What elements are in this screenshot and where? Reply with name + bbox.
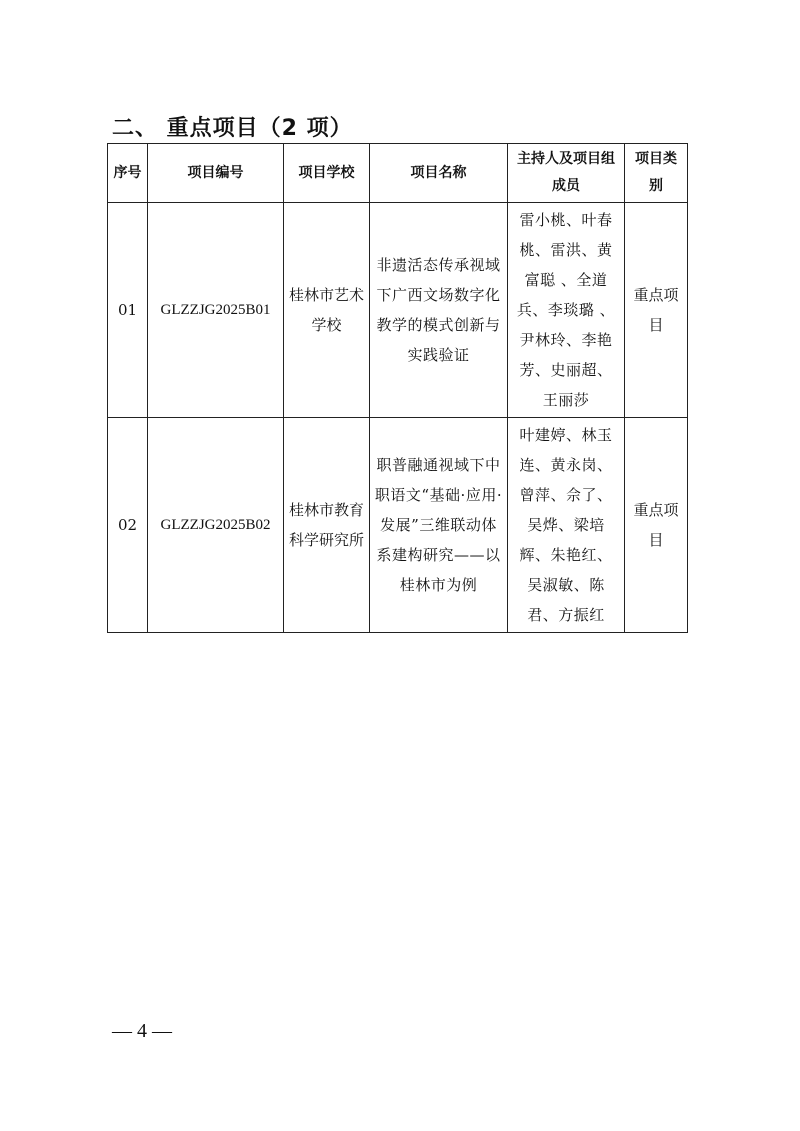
cell-school: 桂林市教育科学研究所 (284, 418, 370, 633)
key-projects-table (107, 143, 688, 633)
header-category: 项目类别 (625, 144, 688, 203)
cell-project-name: 非遗活态传承视域下广西文场数字化教学的模式创新与实践验证 (370, 203, 508, 418)
cell-index: 02 (108, 418, 148, 633)
table-row (108, 203, 688, 418)
header-members: 主持人及项目组成员 (508, 144, 625, 203)
cell-members: 雷小桃、叶春桃、雷洪、黄富聪 、全道兵、李琰璐 、尹林玲、李艳芳、史丽超、王丽莎 (508, 203, 625, 418)
table-row (108, 418, 688, 633)
cell-category: 重点项目 (625, 418, 688, 633)
header-code: 项目编号 (148, 144, 284, 203)
cell-code: GLZZJG2025B01 (148, 203, 284, 418)
header-name: 项目名称 (370, 144, 508, 203)
cell-index: 01 (108, 203, 148, 418)
header-index: 序号 (108, 144, 148, 203)
section-heading: 二、 重点项目（2 项） (112, 116, 353, 141)
cell-code: GLZZJG2025B02 (148, 418, 284, 633)
page-number: — 4 — (112, 1020, 172, 1042)
cell-category: 重点项目 (625, 203, 688, 418)
cell-project-name: 职普融通视域下中职语文“基础·应用·发展”三维联动体系建构研究——以桂林市为例 (370, 418, 508, 633)
header-school: 项目学校 (284, 144, 370, 203)
cell-members: 叶建婷、林玉连、黄永岗、曾萍、佘了、吴烨、梁培辉、朱艳红、吴淑敏、陈君、方振红 (508, 418, 625, 633)
cell-school: 桂林市艺术学校 (284, 203, 370, 418)
table-header-row (108, 144, 688, 203)
